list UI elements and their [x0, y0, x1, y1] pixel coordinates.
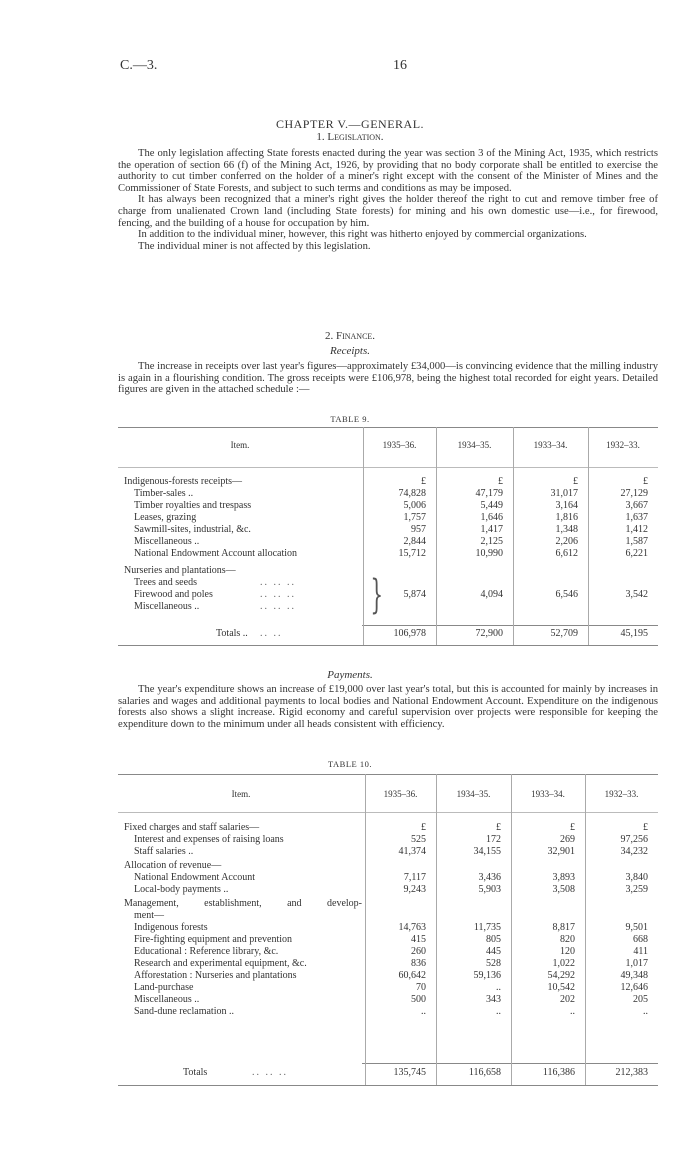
table-cell-value: 47,179	[475, 488, 503, 499]
table-row	[365, 1006, 658, 1017]
table-row-label: Staff salaries ..	[134, 846, 194, 857]
table-cell-value: 120	[560, 946, 575, 957]
table-row	[365, 884, 658, 895]
table-row-label: Afforestation : Nurseries and plantations	[134, 970, 297, 981]
table-row-label: Miscellaneous ..	[134, 994, 200, 1005]
table-row	[365, 982, 658, 993]
table-cell-value: 52,709	[550, 628, 578, 639]
table-cell-value: 97,256	[620, 834, 648, 845]
dot-leaders: .. .. ..	[260, 589, 296, 600]
table10-header-item: Item.	[231, 789, 251, 799]
table-row-label: Local-body payments ..	[134, 884, 229, 895]
table10-group-fixed: Fixed charges and staff salaries—	[124, 822, 260, 833]
table-cell-value: 2,844	[403, 536, 426, 547]
table-cell-value: 3,259	[625, 884, 648, 895]
table-cell-value: 1,348	[555, 524, 578, 535]
table-cell-value: 14,763	[398, 922, 426, 933]
dot-leaders: .. .. ..	[252, 1067, 288, 1078]
table9-header-year: 1932–33.	[606, 440, 640, 450]
table-cell-value: 957	[411, 524, 426, 535]
table-cell-value: 1,022	[552, 958, 575, 969]
table-cell-value: 3,164	[555, 500, 578, 511]
table-row	[363, 488, 658, 499]
table-cell-value: 3,508	[552, 884, 575, 895]
table-cell-value: ..	[570, 1006, 575, 1017]
table-cell-value: 836	[411, 958, 426, 969]
table-row-label: Land-purchase	[134, 982, 194, 993]
table-row	[365, 946, 658, 957]
table-cell-value: 205	[633, 994, 648, 1005]
table-cell-value: 668	[633, 934, 648, 945]
table-cell-value: 445	[486, 946, 501, 957]
table-cell-value: 411	[633, 946, 648, 957]
table9-group-indigenous: Indigenous-forests receipts—	[124, 476, 243, 487]
table9-group-nurseries: Nurseries and plantations—	[124, 565, 236, 576]
legislation-paragraph: The only legislation affecting State forests enacted during the year was section 3 of the Mining Act, 1935, which restricts the operation of section 66 (f) of the Mining Act, 1926, by providing that no body corporate shall be entitled to exercise the authority to cut timber conferred on the holder of a miner's right except with the consent of the Minister of Mines and the Commissioner of State Forests, and subject to such terms and conditions as may be imposed.	[118, 148, 658, 194]
table-cell-value: 4,094	[480, 589, 503, 600]
table-cell-value: 10,542	[547, 982, 575, 993]
table-row-label: Fire-fighting equipment and prevention	[134, 934, 293, 945]
table-cell-value: £	[496, 822, 501, 833]
table9-nurseries-values	[363, 589, 658, 600]
table10-totals-label: Totals	[183, 1067, 208, 1078]
table10-header-year: 1935–36.	[383, 789, 418, 799]
table-row-label: Sawmill-sites, industrial, &c.	[134, 524, 251, 535]
table-cell-value: 15,712	[398, 548, 426, 559]
table-row	[363, 500, 658, 511]
table-cell-value: £	[498, 476, 503, 487]
table-cell-value: ..	[496, 982, 501, 993]
table-cell-value: 74,828	[398, 488, 426, 499]
table-cell-value: 525	[411, 834, 426, 845]
legislation-paragraph: In addition to the individual miner, however, this right was hitherto enjoyed by commercial organizations.	[138, 229, 587, 241]
table-row	[365, 958, 658, 969]
table-row-label: Indigenous forests	[134, 922, 208, 933]
table-cell-value: 3,840	[625, 872, 648, 883]
table-cell-value: 1,637	[625, 512, 648, 523]
table-cell-value: 70	[416, 982, 426, 993]
table-cell-value: 1,816	[555, 512, 578, 523]
table-cell-value: 54,292	[547, 970, 575, 981]
table-cell-value: 3,542	[625, 589, 648, 600]
table-cell-value: 1,757	[403, 512, 426, 523]
table-cell-value: 500	[411, 994, 426, 1005]
table9-totals-row	[363, 628, 658, 639]
table-cell-value: 59,136	[473, 970, 501, 981]
table-cell-value: 805	[486, 934, 501, 945]
table-cell-value: 5,874	[403, 589, 426, 600]
table9-row-label: Miscellaneous ..	[134, 601, 200, 612]
table-cell-value: 343	[486, 994, 501, 1005]
payments-text	[118, 684, 658, 730]
dot-leaders: .. .. ..	[260, 577, 296, 588]
table-cell-value: 1,017	[625, 958, 648, 969]
table-cell-value: 11,735	[473, 922, 501, 933]
table-row-label: Interest and expenses of raising loans	[134, 834, 284, 845]
table-row	[363, 524, 658, 535]
document-code: C.—3.	[120, 58, 158, 73]
table-cell-value: 45,195	[620, 628, 648, 639]
table-cell-value: 7,117	[403, 872, 426, 883]
receipts-paragraph: The increase in receipts over last year's figures—approximately £34,000—is convincing evidence that the milling industry is again in a flourishing condition. The gross receipts were £106,978, being the highest total recorded for eight years. Detailed figures are given in the attached schedule :—	[118, 361, 658, 396]
table-cell-value: 1,417	[480, 524, 503, 535]
table-row-label: National Endowment Account	[134, 872, 256, 883]
table-cell-value: 5,449	[480, 500, 503, 511]
table-row	[365, 846, 658, 857]
table-cell-value: 6,612	[555, 548, 578, 559]
legislation-text	[118, 148, 658, 252]
table-cell-value: 41,374	[398, 846, 426, 857]
table-cell-value: ..	[643, 1006, 648, 1017]
table-row-label: Sand-dune reclamation ..	[134, 1006, 234, 1017]
table-row-label: Leases, grazing	[134, 512, 197, 523]
table-cell-value: £	[573, 476, 578, 487]
table-row	[365, 922, 658, 933]
table-cell-value: 72,900	[475, 628, 503, 639]
table9-header-item: Item.	[230, 440, 250, 450]
table-row-label: Educational : Reference library, &c.	[134, 946, 279, 957]
brace-icon: }	[370, 572, 384, 618]
section-legislation-heading: 1. Legislation.	[316, 131, 384, 143]
table-cell-value: 116,658	[468, 1067, 501, 1078]
table-cell-value: 3,667	[625, 500, 648, 511]
table-cell-value: £	[643, 822, 648, 833]
chapter-title: CHAPTER V.—GENERAL.	[275, 117, 425, 131]
table-cell-value: ..	[421, 1006, 426, 1017]
table-cell-value: 269	[560, 834, 575, 845]
table-row-label: National Endowment Account allocation	[134, 548, 298, 559]
table-cell-value: 116,386	[542, 1067, 575, 1078]
table-cell-value: 9,243	[403, 884, 426, 895]
table-row-label: Timber-sales ..	[134, 488, 194, 499]
table-cell-value: 135,745	[393, 1067, 426, 1078]
dot-leaders: .. ..	[260, 628, 283, 639]
legislation-paragraph: The individual miner is not affected by this legislation.	[138, 240, 371, 252]
table-cell-value: 1,587	[625, 536, 648, 547]
table10-currency-row	[365, 822, 658, 833]
table-row-label: Research and experimental equipment, &c.	[134, 958, 307, 969]
table10-header-year: 1934–35.	[456, 789, 491, 799]
table-cell-value: 10,990	[475, 548, 503, 559]
table-row	[365, 934, 658, 945]
table-cell-value: 260	[411, 946, 426, 957]
table-cell-value: 1,646	[480, 512, 503, 523]
table-cell-value: 106,978	[393, 628, 426, 639]
table-cell-value: 3,893	[552, 872, 575, 883]
table9-row-label: Trees and seeds	[134, 577, 197, 588]
table-cell-value: 9,501	[625, 922, 648, 933]
table-row-label: Timber royalties and trespass	[134, 500, 252, 511]
table-cell-value: 32,901	[547, 846, 575, 857]
table-row	[365, 970, 658, 981]
table-cell-value: 528	[486, 958, 501, 969]
table-cell-value: 212,383	[615, 1067, 648, 1078]
table-cell-value: 1,412	[625, 524, 648, 535]
table-cell-value: 820	[560, 934, 575, 945]
table10-title: TABLE 10.	[328, 759, 372, 769]
table10-group-allocation: Allocation of revenue—	[124, 860, 222, 871]
table10-header-year: 1932–33.	[604, 789, 639, 799]
table10-group-management-cont: ment—	[134, 910, 164, 921]
table-cell-value: 31,017	[550, 488, 578, 499]
table9-totals-label: Totals ..	[216, 628, 248, 639]
receipts-heading: Receipts.	[329, 345, 370, 357]
table-cell-value: £	[421, 822, 426, 833]
table-row-label: Miscellaneous ..	[134, 536, 200, 547]
table-cell-value: 2,125	[480, 536, 503, 547]
table-cell-value: 5,903	[478, 884, 501, 895]
table9-header-year: 1935–36.	[382, 440, 417, 450]
table-cell-value: ..	[496, 1006, 501, 1017]
payments-heading: Payments.	[327, 669, 373, 681]
table10-totals-row	[365, 1067, 658, 1078]
table9-header-year: 1933–34.	[533, 440, 568, 450]
table-row	[365, 994, 658, 1005]
table-cell-value: 415	[411, 934, 426, 945]
page-number: 16	[393, 58, 407, 73]
table-cell-value: £	[643, 476, 648, 487]
table10-group-management: Management, establishment, and develop-	[124, 898, 362, 909]
table-cell-value: 6,221	[625, 548, 648, 559]
receipts-text	[118, 361, 658, 396]
table9-row-label: Firewood and poles	[134, 589, 213, 600]
section-finance-heading: 2. Finance.	[324, 330, 376, 342]
table-cell-value: 60,642	[398, 970, 426, 981]
table-cell-value: £	[570, 822, 575, 833]
table-cell-value: 34,155	[473, 846, 501, 857]
legislation-paragraph: It has always been recognized that a miner's right gives the holder thereof the right to cut and remove timber free of charge from unalienated Crown land (including State forests) for mining and his own domestic use—i.e., for firewood, fencing, and the building of a house for occupation by him.	[118, 194, 658, 229]
table-cell-value: 2,206	[555, 536, 578, 547]
table-row	[363, 548, 658, 559]
table-cell-value: 172	[486, 834, 501, 845]
table-cell-value: 202	[560, 994, 575, 1005]
table-cell-value: 12,646	[620, 982, 648, 993]
table-cell-value: 8,817	[552, 922, 575, 933]
table-cell-value: 5,006	[403, 500, 426, 511]
table-row	[365, 834, 658, 845]
table-cell-value: 34,232	[620, 846, 648, 857]
table-cell-value: £	[421, 476, 426, 487]
table-cell-value: 49,348	[620, 970, 648, 981]
table-cell-value: 6,546	[555, 589, 578, 600]
dot-leaders: .. .. ..	[260, 601, 296, 612]
table9-title: TABLE 9.	[330, 414, 370, 424]
table10-header-year: 1933–34.	[531, 789, 565, 799]
table-row	[365, 872, 658, 883]
table-cell-value: 27,129	[620, 488, 648, 499]
table-row	[363, 536, 658, 547]
table9-header-year: 1934–35.	[457, 440, 492, 450]
payments-paragraph: The year's expenditure shows an increase of £19,000 over last year's total, but this is accounted for mainly by increases in salaries and wages and additional payments to local bodies and National Endowment Account. Expenditure on the indigenous forests also shows a slight increase. Rigid economy and careful supervision over projects were responsible for keeping the expenditure down to the minimum under all heads consistent with efficiency.	[118, 684, 658, 730]
table-row	[363, 512, 658, 523]
table-cell-value: 3,436	[478, 872, 501, 883]
table9-currency-row	[363, 476, 658, 487]
